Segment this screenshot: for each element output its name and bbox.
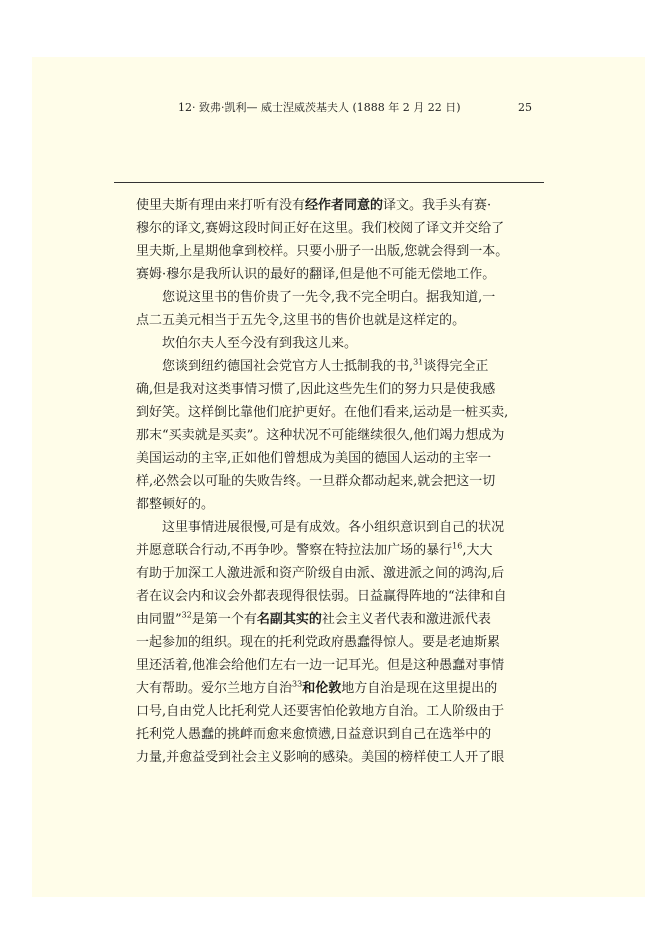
text-line: 大有帮助。爱尔兰地方自治$^{33}$和伦敦地方自治是现在这里提出的 bbox=[136, 679, 498, 696]
emphasis: 经作者同意的 bbox=[305, 198, 384, 213]
text-line: 并愿意联合行动,不再争吵。警察在特拉法加广场的暴行$^{16}$,大大 bbox=[136, 541, 493, 558]
text-line: 里夫斯,上星期他拿到校样。只要小册子一出版,您就会得到一本。 bbox=[136, 244, 509, 259]
text-line: 您说这里书的售价贵了一先令,我不完全明白。据我知道,一 bbox=[162, 290, 496, 305]
text-line: 使里夫斯有理由来打听有没有经作者同意的译文。我手头有赛· bbox=[136, 198, 492, 213]
footnote-ref: 33 bbox=[292, 679, 303, 689]
header-rule bbox=[114, 182, 544, 183]
text-line: 这里事情进展很慢,可是有成效。各小组织意识到自己的状况 bbox=[162, 520, 505, 535]
footnote-ref: 16 bbox=[452, 541, 463, 551]
text-line: 穆尔的译文,赛姆这段时间正好在这里。我们校阅了译文并交给了 bbox=[136, 221, 505, 236]
text-line: 点二五美元相当于五先令,这里书的售价也就是这样定的。 bbox=[136, 313, 466, 328]
text-line: 都整顿好的。 bbox=[136, 497, 215, 512]
text-line: 样,必然会以可耻的失败告终。一旦群众都动起来,就会把这一切 bbox=[136, 474, 496, 489]
text-line: 力量,并愈益受到社会主义影响的感染。美国的榜样使工人开了眼 bbox=[136, 750, 505, 765]
footnote-ref: 31 bbox=[413, 357, 424, 367]
text-line: 由同盟”$^{32}$是第一个有名副其实的社会主义者代表和激进派代表 bbox=[136, 610, 491, 627]
text-line: 者在议会内和议会外都表现得很怯弱。日益赢得阵地的“法律和自 bbox=[136, 589, 507, 604]
text-line: 坎伯尔夫人至今没有到我这儿来。 bbox=[162, 336, 358, 351]
footnote-ref: 32 bbox=[181, 610, 192, 620]
emphasis: 和伦敦 bbox=[302, 681, 342, 696]
text-line: 有助于加深工人激进派和资产阶级自由派、激进派之间的鸿沟,后 bbox=[136, 566, 505, 581]
text-line: 到好笑。这样倒比靠他们庇护更好。在他们看来,运动是一桩买卖, bbox=[136, 405, 509, 420]
text-line: 一起参加的组织。现在的托利党政府愚蠢得惊人。要是老迪斯累 bbox=[136, 635, 501, 650]
text-line: 美国运动的主宰,正如他们曾想成为美国的德国人运动的主宰一 bbox=[136, 451, 492, 466]
text-line: 确,但是我对这类事情习惯了,因此这些先生们的努力只是使我感 bbox=[136, 382, 496, 397]
header-title: 12· 致弗·凯利— 威士涅威茨基夫人 (1888 年 2 月 22 日) bbox=[178, 101, 461, 114]
text-line: 里还活着,他准会给他们左右一边一记耳光。但是这种愚蠢对事情 bbox=[136, 658, 505, 673]
text-line: 您谈到纽约德国社会党官方人士抵制我的书,$^{31}$谈得完全正 bbox=[162, 357, 489, 374]
text-line: 赛姆·穆尔是我所认识的最好的翻译,但是他不可能无偿地工作。 bbox=[136, 267, 496, 282]
emphasis: 名副其实的 bbox=[256, 612, 322, 627]
body-text bbox=[136, 194, 550, 769]
text-line: 口号,自由党人比托利党人还要害怕伦敦地方自治。工人阶级由于 bbox=[136, 704, 505, 719]
text-line: 托利党人愚蠢的挑衅而愈来愈愤懑,日益意识到自己在选举中的 bbox=[136, 727, 492, 742]
page-number: 25 bbox=[518, 101, 532, 114]
text-line: 那末“买卖就是买卖”。这种状况不可能继续很久,他们竭力想成为 bbox=[136, 428, 505, 443]
